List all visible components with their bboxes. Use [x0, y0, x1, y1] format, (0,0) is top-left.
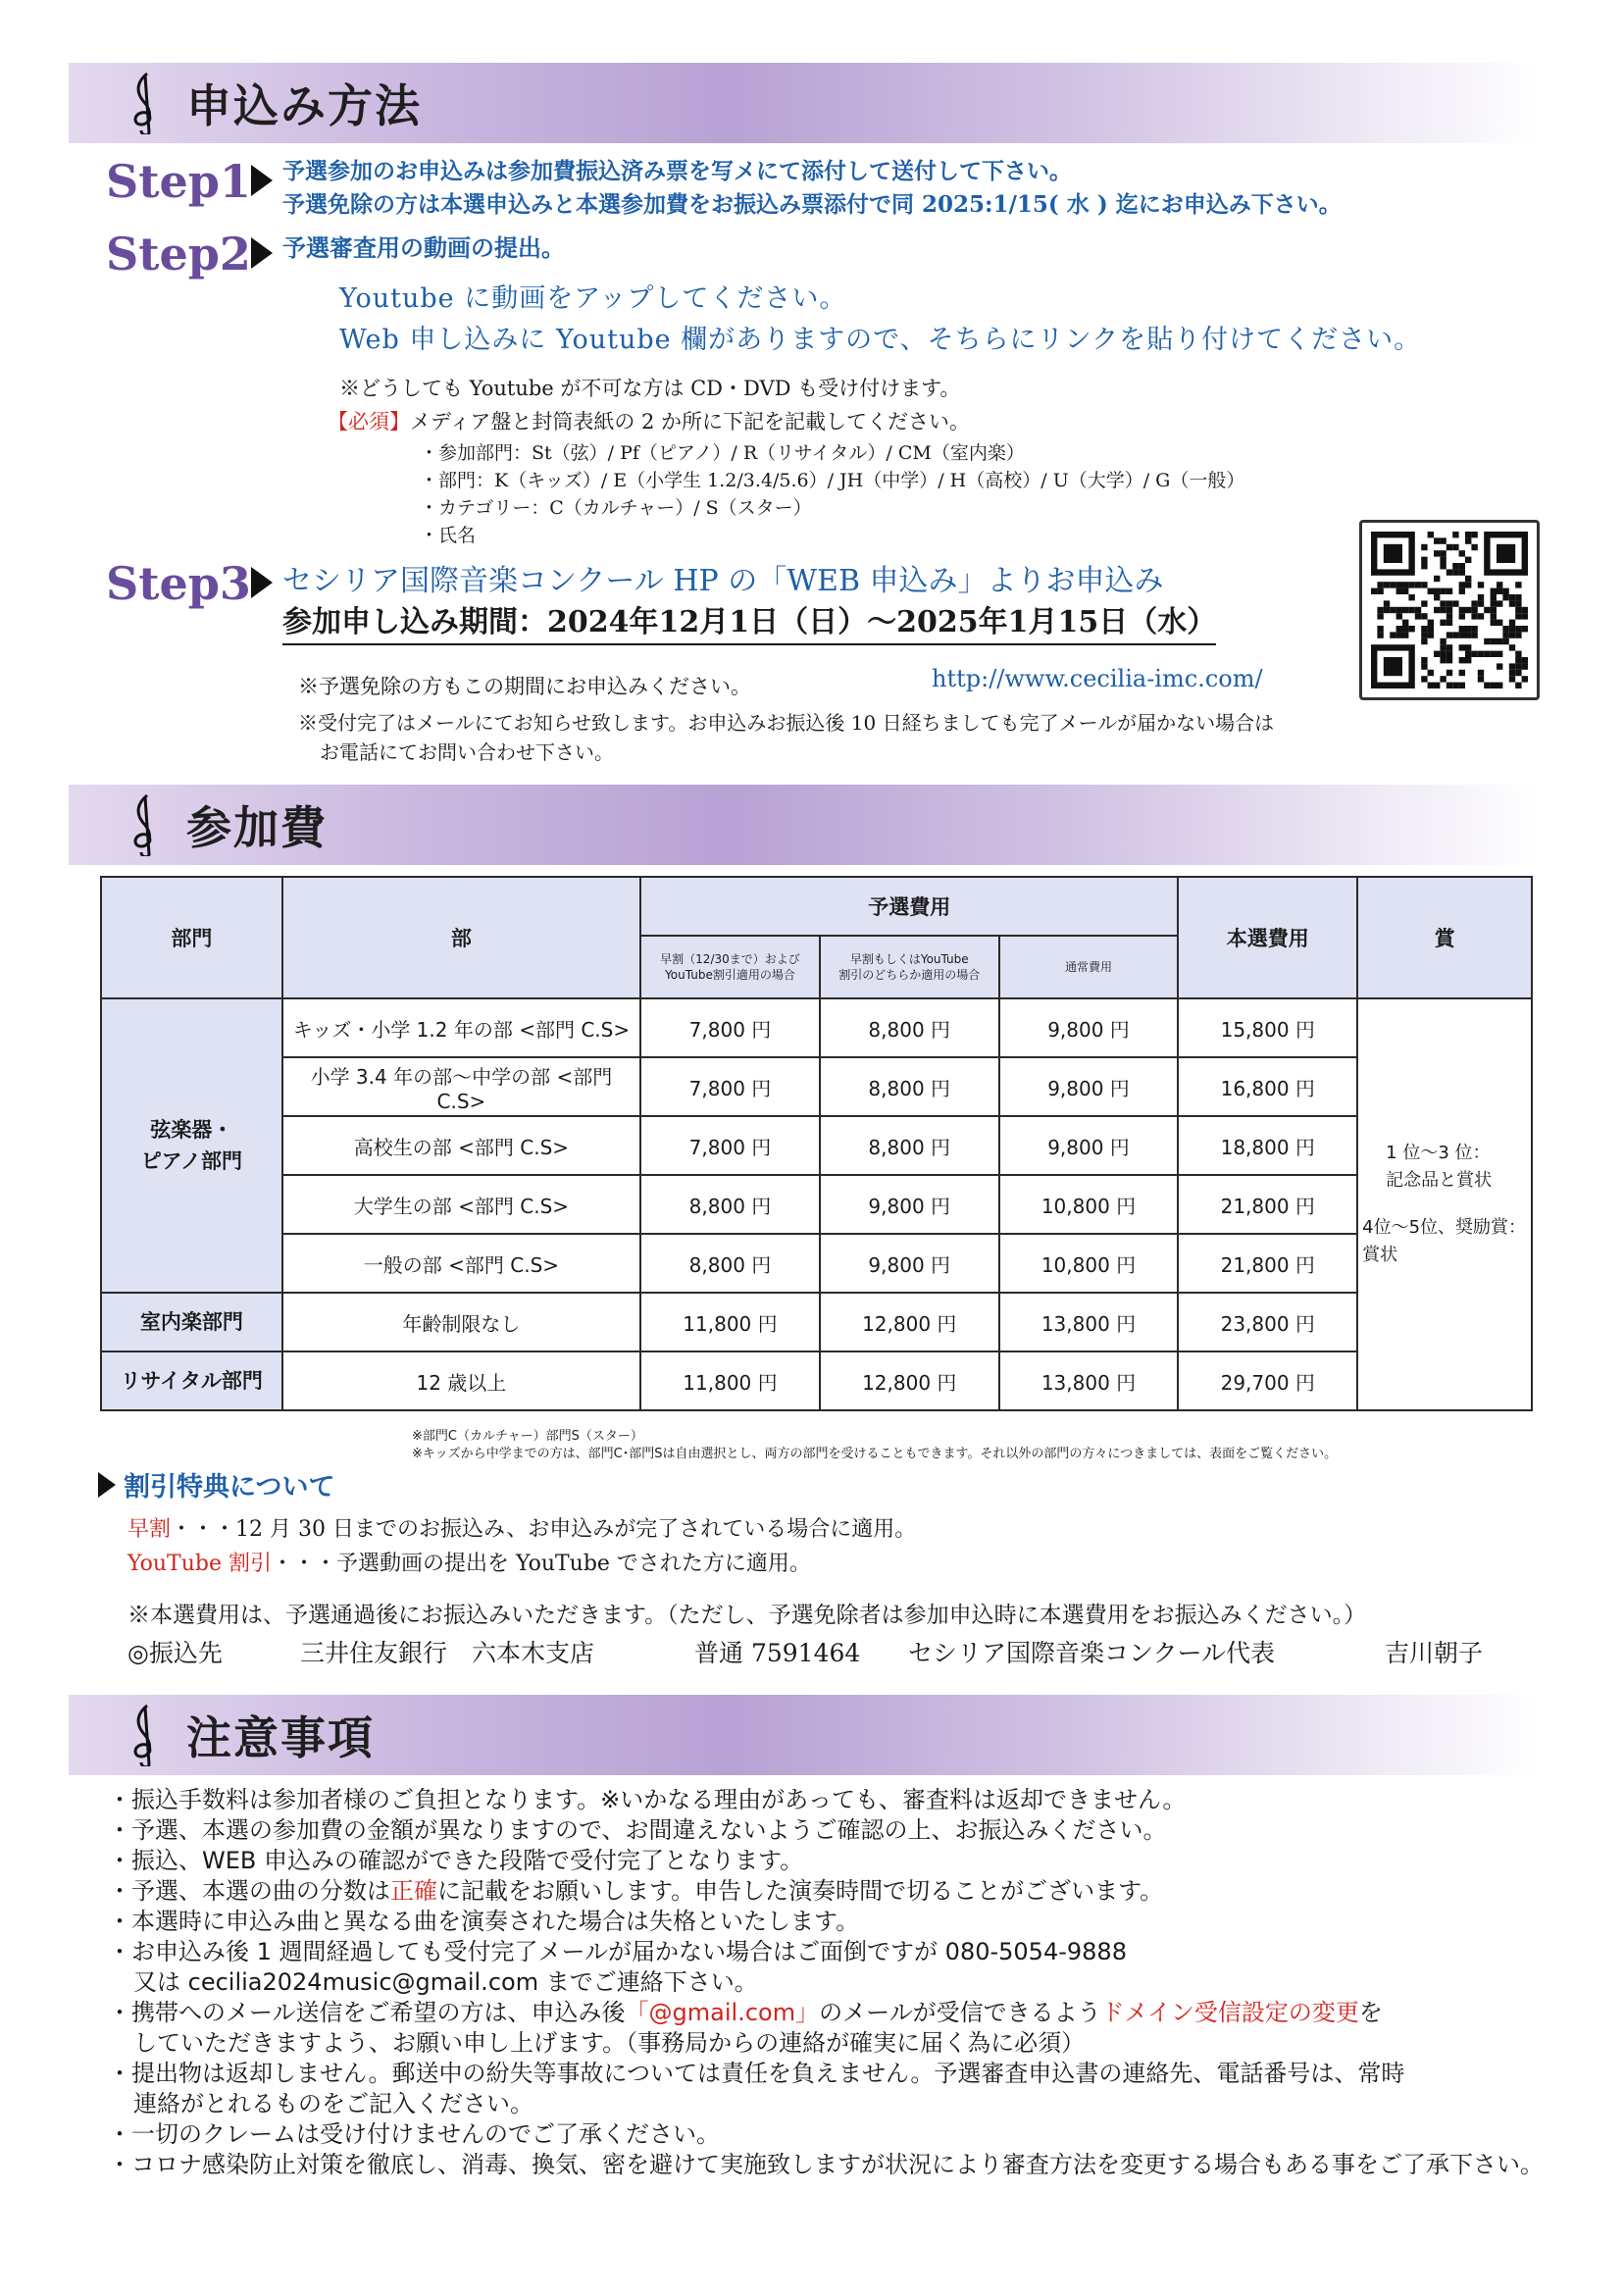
step1-label: Step1 [106, 155, 251, 208]
website-link[interactable]: http://www.cecilia-imc.com/ [932, 665, 1263, 692]
cell-final: 15,800 円 [1178, 998, 1357, 1057]
table-footnote1: ※部門C（カルチャー）部門S（スター） [412, 1429, 643, 1444]
bank-label: ◎振込先 [127, 1639, 223, 1667]
cell-either: 8,800 円 [820, 998, 999, 1057]
cell-either: 12,800 円 [820, 1293, 999, 1351]
treble-clef-icon [110, 63, 178, 143]
cell-early: 8,800 円 [640, 1234, 820, 1293]
cell-either: 9,800 円 [820, 1234, 999, 1293]
cell-part: 大学生の部 <部門 C.S> [282, 1175, 640, 1234]
youtube-text: ・・・予選動画の提出を YouTube でされた方に適用。 [271, 1552, 811, 1576]
note7-part1: ・携帯へのメール送信をご希望の方は、申込み後 [108, 1999, 626, 2026]
header-final: 本選費用 [1178, 877, 1357, 998]
list-item: ・お申込み後 1 週間経過しても受付完了メールが届かない場合はご面倒ですが 080-5054-9888 [108, 1938, 1127, 1965]
award-text1b: 記念品と賞状 [1386, 1170, 1493, 1191]
step3 [106, 557, 1216, 645]
account-holder-name: 吉川朝子 [1385, 1639, 1484, 1667]
header-prelim: 予選費用 [640, 877, 1178, 936]
award-cell [1357, 998, 1532, 1410]
cell-normal: 9,800 円 [999, 1116, 1179, 1175]
cell-part: 年齢制限なし [282, 1293, 640, 1351]
cell-final: 18,800 円 [1178, 1116, 1357, 1175]
note4-part1: ・予選、本選の曲の分数は [108, 1877, 390, 1905]
note4-highlight: 正確 [390, 1877, 437, 1905]
required-items [420, 439, 1244, 549]
step2 [106, 228, 565, 280]
bank-account: 普通 7591464 [694, 1639, 861, 1667]
cell-early: 7,800 円 [640, 998, 820, 1057]
table-row [101, 1293, 1532, 1351]
required-tag: 【必須】 [328, 410, 410, 433]
list-item-cont: していただきますよう、お願い申し上げます。（事務局からの連絡が確実に届く為に必須） [133, 2029, 1086, 2057]
list-item: ・提出物は返却しません。郵送中の紛失等事故については責任を負えません。予選審査申込書の連絡先、電話番号は、常時 [108, 2060, 1405, 2087]
notes-list [108, 1785, 1544, 2180]
table-row [101, 1175, 1532, 1234]
note7-part3: を [1358, 1999, 1383, 2026]
section-title: 参加費 [186, 801, 328, 854]
header-either: 早割もしくはYouTube 割引のどちらか適用の場合 [820, 936, 999, 998]
division-recital: リサイタル部門 [101, 1351, 282, 1410]
header-normal: 通常費用 [999, 936, 1179, 998]
cell-final: 16,800 円 [1178, 1057, 1357, 1116]
section-title: 注意事項 [186, 1711, 375, 1764]
cell-final: 29,700 円 [1178, 1351, 1357, 1410]
cell-part: 12 歳以上 [282, 1351, 640, 1410]
table-row [101, 1057, 1532, 1116]
cell-part: 高校生の部 <部門 C.S> [282, 1116, 640, 1175]
step3-note2b: お電話にてお問い合わせ下さい。 [320, 740, 614, 764]
step3-line1: セシリア国際音楽コンクール HP の「WEB 申込み」よりお申込み [282, 564, 1164, 598]
cell-early: 11,800 円 [640, 1293, 820, 1351]
arrow-right-icon [251, 567, 273, 598]
step2-label: Step2 [106, 228, 251, 280]
cell-normal: 10,800 円 [999, 1234, 1179, 1293]
header-early: 早割（12/30まで）および YouTube割引適用の場合 [640, 936, 820, 998]
step3-label: Step3 [106, 557, 251, 610]
arrow-right-icon [251, 237, 273, 269]
cell-normal: 13,800 円 [999, 1351, 1179, 1410]
section-title: 申込み方法 [186, 79, 422, 132]
list-item [108, 1876, 1540, 1907]
cell-normal: 9,800 円 [999, 998, 1179, 1057]
cell-either: 9,800 円 [820, 1175, 999, 1234]
header-award: 賞 [1357, 877, 1532, 998]
step3-note2a: ※受付完了はメールにてお知らせ致します。お申込みお振込後 10 日経ちましても完了メールが届かない場合は [298, 711, 1275, 735]
table-header-row [101, 877, 1532, 936]
list-item: ・予選、本選の参加費の金額が異なりますので、お間違えないようご確認の上、お振込みください。 [108, 1816, 1167, 1844]
cell-early: 7,800 円 [640, 1057, 820, 1116]
cell-either: 8,800 円 [820, 1116, 999, 1175]
bank-info [127, 1634, 1500, 1669]
award-text1a: 1 位～3 位： [1386, 1143, 1491, 1163]
list-item: ・参加部門：St（弦）/ Pf（ピアノ）/ R（リサイタル）/ CM（室内楽） [420, 442, 1025, 464]
award-text2a: 4位～5位、奨励賞： [1362, 1217, 1527, 1238]
arrow-right-icon [98, 1472, 116, 1498]
early-label: 早割 [127, 1517, 172, 1542]
cell-normal: 9,800 円 [999, 1057, 1179, 1116]
treble-clef-icon [110, 1695, 178, 1775]
qr-code[interactable] [1359, 520, 1540, 700]
section-header-notes [69, 1695, 1540, 1775]
table-row [101, 998, 1532, 1057]
list-item: ・振込手数料は参加者様のご負担となります。※いかなる理由があっても、審査料は返却できません。 [108, 1786, 1187, 1813]
step1 [106, 155, 1342, 222]
cell-early: 11,800 円 [640, 1351, 820, 1410]
division-chamber: 室内楽部門 [101, 1293, 282, 1351]
step1-line1: 予選参加のお申込みは参加費振込済み票を写メにて添付して送付して下さい。 [282, 158, 1072, 184]
final-fee-note: ※本選費用は、予選通過後にお振込みいただきます。（ただし、予選免除者は参加申込時に本選費用をお振込みください。） [127, 1603, 1367, 1628]
step2-note: ※どうしても Youtube が不可な方は CD・DVD も受け付けます。 [339, 377, 961, 400]
table-row [101, 1116, 1532, 1175]
note7-highlight2: ドメイン受信設定の変更 [1100, 1999, 1359, 2026]
cell-final: 21,800 円 [1178, 1175, 1357, 1234]
list-item: ・コロナ感染防止対策を徹底し、消毒、換気、密を避けて実施致しますが状況により審査方法を変更する場合もある事をご了承下さい。 [108, 2151, 1544, 2178]
table-row [101, 1234, 1532, 1293]
list-item: ・カテゴリー：C（カルチャー）/ S（スター） [420, 497, 812, 519]
table-row [101, 1351, 1532, 1410]
header-part: 部 [282, 877, 640, 998]
list-item-cont: 又は cecilia2024music@gmail.com までご連絡下さい。 [133, 1968, 758, 1996]
note7-highlight1: 「@gmail.com」 [625, 1999, 820, 2026]
table-footnote2: ※キッズから中学までの方は、部門C･部門Sは自由選択とし、両方の部門を受けることもできます。それ以外の部門の方々につきましては、表面をご覧ください。 [412, 1447, 1338, 1461]
list-item: ・一切のクレームは受け付けませんのでご了承ください。 [108, 2120, 720, 2148]
note7-part2: のメールが受信できるよう [819, 1999, 1101, 2026]
step2-line3: Web 申し込みに Youtube 欄がありますので、そちらにリンクを貼り付けてください。 [339, 325, 1422, 355]
cell-normal: 13,800 円 [999, 1293, 1179, 1351]
fee-table [100, 876, 1533, 1411]
cell-part: 小学 3.4 年の部～中学の部 <部門 C.S> [282, 1057, 640, 1116]
step1-line2: 予選免除の方は本選申込みと本選参加費をお振込み票添付で同 2025:1/15( 水 ) 迄にお申込み下さい。 [282, 191, 1342, 218]
list-item [108, 1998, 1540, 2028]
treble-clef-icon [110, 785, 178, 865]
cell-either: 8,800 円 [820, 1057, 999, 1116]
application-period: 参加申し込み期間：2024年12月1日（日）～2025年1月15日（水） [282, 602, 1216, 645]
list-item: ・氏名 [420, 525, 477, 546]
cell-normal: 10,800 円 [999, 1175, 1179, 1234]
cell-final: 21,800 円 [1178, 1234, 1357, 1293]
list-item: ・部門：K（キッズ）/ E（小学生 1.2/3.4/5.6）/ JH（中学）/ H（高校）/ U（大学）/ G（一般） [420, 470, 1245, 491]
award-text2b: 賞状 [1362, 1245, 1398, 1265]
account-holder: セシリア国際音楽コンクール代表 [908, 1639, 1276, 1667]
list-item: ・本選時に申込み曲と異なる曲を演奏された場合は失格といたします。 [108, 1908, 860, 1935]
cell-part: 一般の部 <部門 C.S> [282, 1234, 640, 1293]
list-item-cont: 連絡がとれるものをご記入ください。 [133, 2090, 533, 2117]
cell-final: 23,800 円 [1178, 1293, 1357, 1351]
division-strings-piano: 弦楽器・ ピアノ部門 [101, 998, 282, 1293]
step3-note1: ※予選免除の方もこの期間にお申込みください。 [298, 675, 751, 698]
section-header-application [69, 63, 1540, 143]
arrow-right-icon [251, 165, 273, 196]
cell-either: 12,800 円 [820, 1351, 999, 1410]
step2-line1: 予選審査用の動画の提出。 [282, 233, 565, 262]
cell-part: キッズ・小学 1.2 年の部 <部門 C.S> [282, 998, 640, 1057]
discount-title: 割引特典について [124, 1472, 335, 1503]
bank-name: 三井住友銀行 六本木支店 [300, 1639, 595, 1667]
cell-early: 8,800 円 [640, 1175, 820, 1234]
step2-line2: Youtube に動画をアップしてください。 [339, 283, 847, 314]
early-text: ・・・12 月 30 日までのお振込み、お申込みが完了されている場合に適用。 [171, 1517, 917, 1542]
section-header-fees [69, 785, 1540, 865]
cell-early: 7,800 円 [640, 1116, 820, 1175]
note4-part2: に記載をお願いします。申告した演奏時間で切ることがございます。 [437, 1877, 1164, 1905]
required-text: メディア盤と封筒表紙の 2 か所に下記を記載してください。 [410, 410, 971, 433]
list-item: ・振込、WEB 申込みの確認ができた段階で受付完了となります。 [108, 1847, 804, 1874]
youtube-label: YouTube 割引 [127, 1552, 272, 1576]
header-division: 部門 [101, 877, 282, 998]
